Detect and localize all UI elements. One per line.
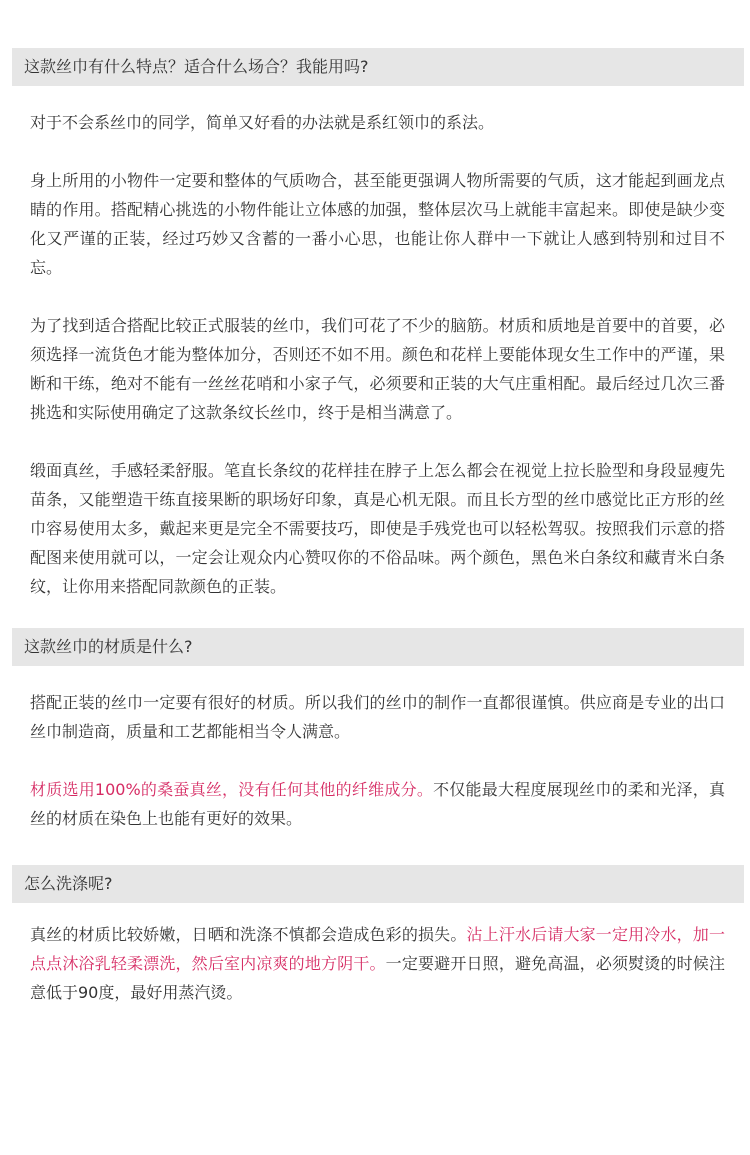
section-header-material xyxy=(12,628,744,666)
paragraph-accessories: 身上所用的小物件一定要和整体的气质吻合，甚至能更强调人物所需要的气质，这才能起到画龙点睛的作用。搭配精心挑选的小物件能让立体感的加强，整体层次马上就能丰富起来。即使是缺少变化又严谨的正装，经过巧妙又含蓄的一番小心思，也能让你人群中一下就让人感到特别和过目不忘。 xyxy=(30,171,725,277)
paragraph-material-silk xyxy=(30,775,725,833)
section-header-washing xyxy=(12,865,744,903)
body-text: 一定要避开日照，避免高温，必须熨烫的时候注意低于90度，最好用蒸汽烫。 xyxy=(30,954,725,1002)
body-text: 真丝的材质比较娇嫩，日晒和洗涤不慎都会造成色彩的损失。 xyxy=(30,925,467,944)
body-text: 不仅能最大程度展现丝巾的柔和光泽，真丝的材质在染色上也能有更好的效果。 xyxy=(30,780,725,828)
highlight-text: 沾上汗水后请大家一定用冷水，加一点点沐浴乳轻柔漂洗，然后室内凉爽的地方阴干。 xyxy=(30,925,725,973)
highlight-text: 材质选用100%的桑蚕真丝，没有任何其他的纤维成分。 xyxy=(30,780,434,799)
section-header-features xyxy=(12,48,744,86)
paragraph-satin-silk: 缎面真丝，手感轻柔舒服。笔直长条纹的花样挂在脖子上怎么都会在视觉上拉长脸型和身段显瘦先苗条，又能塑造干练直接果断的职场好印象，真是心机无限。而且长方型的丝巾感觉比正方形的丝巾容易使用太多，戴起来更是完全不需要技巧，即使是手残党也可以轻松驾驭。按照我们示意的搭配图来使用就可以，一定会让观众内心赞叹你的不俗品味。两个颜色，黑色米白条纹和藏青米白条纹，让你用来搭配同款颜色的正装。 xyxy=(30,461,725,596)
paragraph-washing xyxy=(30,920,725,1007)
paragraph-intro: 对于不会系丝巾的同学，简单又好看的办法就是系红领巾的系法。 xyxy=(30,113,495,132)
section-title: 这款丝巾的材质是什么? xyxy=(24,637,193,656)
section-title: 这款丝巾有什么特点？适合什么场合？我能用吗? xyxy=(24,57,369,76)
paragraph-selection: 为了找到适合搭配比较正式服装的丝巾，我们可花了不少的脑筋。材质和质地是首要中的首要，必须选择一流货色才能为整体加分，否则还不如不用。颜色和花样上要能体现女生工作中的严谨，果断和干练，绝对不能有一丝丝花哨和小家子气，必须要和正装的大气庄重相配。最后经过几次三番挑选和实际使用确定了这款条纹长丝巾，终于是相当满意了。 xyxy=(30,316,725,422)
section-title: 怎么洗涤呢? xyxy=(24,874,113,893)
paragraph-material-quality: 搭配正装的丝巾一定要有很好的材质。所以我们的丝巾的制作一直都很谨慎。供应商是专业的出口丝巾制造商，质量和工艺都能相当令人满意。 xyxy=(30,693,725,741)
